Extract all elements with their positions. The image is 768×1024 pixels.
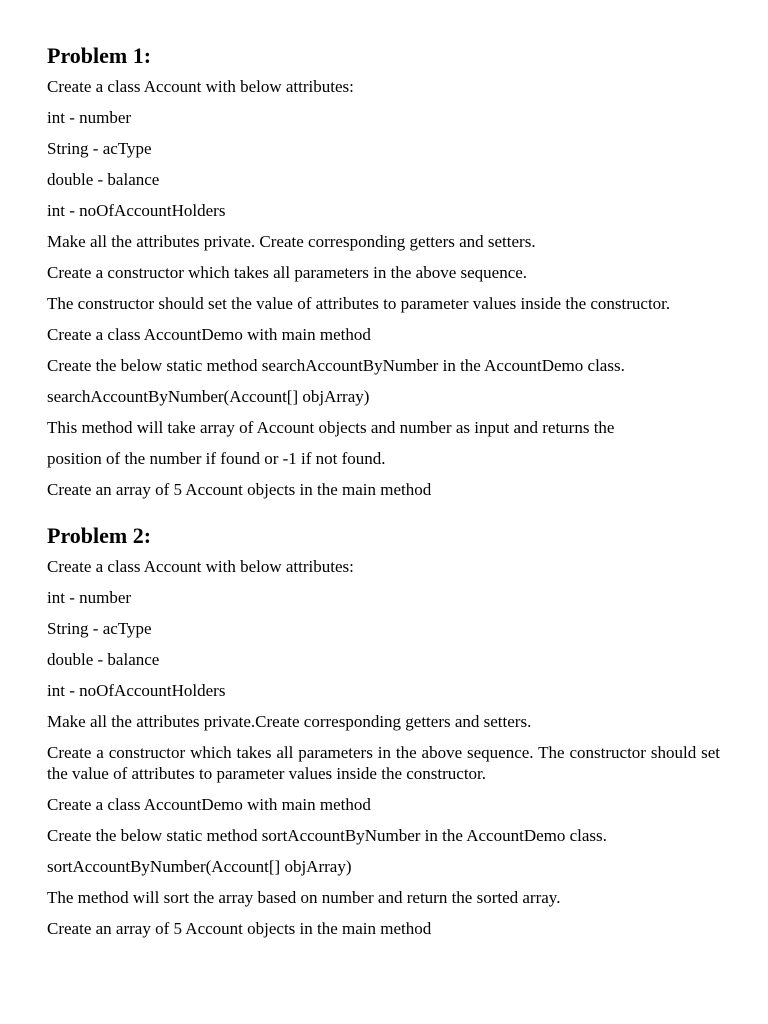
problem-1-line: int - number (47, 108, 132, 127)
problem-2-line: String - acType (47, 619, 152, 638)
problem-2-line: Create a class Account with below attributes: (47, 557, 354, 576)
problem-1-line: The constructor should set the value of attributes to parameter values inside the constructor. (47, 294, 671, 313)
problem-2-line: Create a constructor which takes all parameters in the above sequence. The constructor should set the value of attributes to parameter values inside the constructor. (47, 743, 720, 783)
problem-1-heading: Problem 1: (47, 43, 152, 68)
problem-1-line: searchAccountByNumber(Account[] objArray) (47, 387, 370, 406)
problem-1-line: Create an array of 5 Account objects in the main method (47, 480, 432, 499)
problem-1-line: int - noOfAccountHolders (47, 201, 226, 220)
problem-2-line: sortAccountByNumber(Account[] objArray) (47, 857, 352, 876)
problem-1-section (47, 43, 720, 500)
problem-1-line: This method will take array of Account objects and number as input and returns the (47, 418, 615, 437)
problem-2-line: Create a class AccountDemo with main method (47, 795, 371, 814)
problem-1-line: position of the number if found or -1 if not found. (47, 449, 386, 468)
problem-1-line: double - balance (47, 170, 160, 189)
problem-1-line: Create a class Account with below attributes: (47, 77, 354, 96)
problem-2-line: double - balance (47, 650, 160, 669)
problem-2-line: int - number (47, 588, 132, 607)
problem-2-line: The method will sort the array based on number and return the sorted array. (47, 888, 561, 907)
problem-2-section (47, 523, 720, 939)
problem-2-line: Create an array of 5 Account objects in the main method (47, 919, 432, 938)
problem-1-line: String - acType (47, 139, 152, 158)
problem-2-line: int - noOfAccountHolders (47, 681, 226, 700)
problem-1-line: Create a constructor which takes all parameters in the above sequence. (47, 263, 528, 282)
problem-1-line: Create the below static method searchAccountByNumber in the AccountDemo class. (47, 356, 625, 375)
problem-2-line: Make all the attributes private.Create corresponding getters and setters. (47, 712, 532, 731)
problem-1-line: Make all the attributes private. Create corresponding getters and setters. (47, 232, 536, 251)
problem-2-line: Create the below static method sortAccountByNumber in the AccountDemo class. (47, 826, 607, 845)
problem-2-heading: Problem 2: (47, 523, 152, 548)
problem-1-line: Create a class AccountDemo with main method (47, 325, 371, 344)
